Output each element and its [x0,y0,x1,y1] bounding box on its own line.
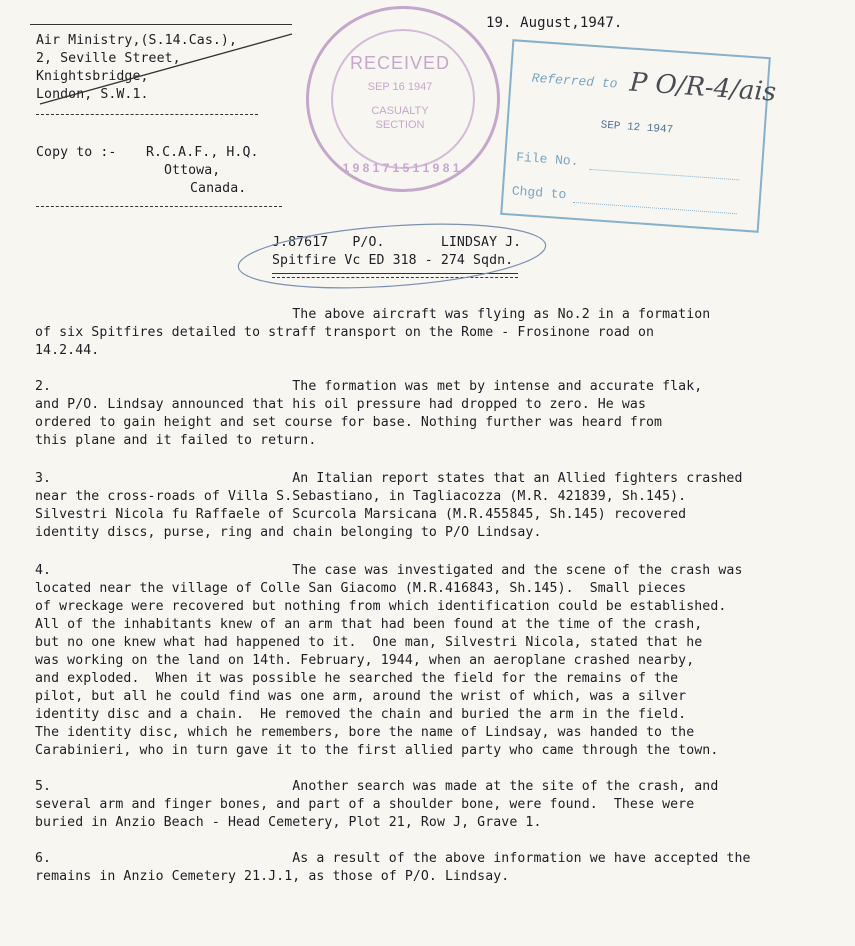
paragraph-line: 6. As a result of the above information we have accepted the [35,851,751,866]
paragraph-line: was working on the land on 14th. February, 1944, when an aeroplane crashed nearby, [35,653,695,668]
paragraph-3 [35,470,742,542]
referral-stamp-file-line [590,169,740,180]
received-stamp-ring-numerals: 1 9 8 1 7 1 5 1 1 9 8 1 [342,161,460,175]
paragraph-line: this plane and it failed to return. [35,433,317,448]
paragraph-line: The identity disc, which he remembers, bore the name of Lindsay, was handed to the [35,725,695,740]
paragraph-line: near the cross-roads of Villa S.Sebastiano, in Tagliacozza (M.R. 421839, Sh.145). [35,489,687,504]
paragraph-line: identity disc and a chain. He removed the chain and buried the arm in the field. [35,707,687,722]
paragraph-line: remains in Anzio Cemetery 21.J.1, as those of P/O. Lindsay. [35,869,510,884]
referral-stamp-handwritten-destination: P O/R-4/ais [628,67,778,108]
paragraph-line: identity discs, purse, ring and chain belonging to P/O Lindsay. [35,525,542,540]
paragraph-line: ordered to gain height and set course for base. Nothing further was heard from [35,415,663,430]
paragraph-1 [35,306,710,360]
paragraph-line: 14.2.44. [35,343,100,358]
paragraph-5 [35,778,718,832]
paragraph-line: Carabinieri, who in turn gave it to the first allied party who came through the town. [35,743,719,758]
paragraph-4 [35,562,742,760]
paragraph-line: The above aircraft was flying as No.2 in a formation [35,307,711,322]
copy-to-underline [36,206,282,207]
address-line-3: Knightsbridge, [36,69,149,84]
subject-line-2: Spitfire Vc ED 318 - 274 Sqdn. [272,253,514,268]
paragraph-line: All of the inhabitants knew of an arm that had been found at the time of the crash, [35,617,703,632]
referral-stamp [500,39,778,233]
paragraph-line: of wreckage were recovered but nothing from which identification could be established. [35,599,727,614]
received-stamp-dept-1: CASUALTY [371,105,429,117]
letter-date: 19. August,1947. [486,15,623,31]
paragraph-line: 5. Another search was made at the site of the crash, and [35,779,719,794]
address-line-1: Air Ministry,(S.14.Cas.), [36,33,237,48]
copy-to-line-1: R.C.A.F., H.Q. [146,145,259,160]
paragraph-line: Silvestri Nicola fu Raffaele of Scurcola Marsicana (M.R.455845, Sh.145) recovered [35,507,687,522]
subject-pencil-oval [232,222,552,292]
copy-to-line-2: Ottowa, [164,163,221,178]
received-stamp-dept-2: SECTION [375,119,425,131]
referral-stamp-referred-label: Referred to [531,70,618,92]
received-stamp-word: RECEIVED [349,53,451,73]
paragraph-line: 4. The case was investigated and the scene of the crash was [35,563,743,578]
received-stamp-date: SEP 16 1947 [367,81,433,93]
referral-stamp-date: SEP 12 1947 [600,119,674,137]
paragraph-line: and P/O. Lindsay announced that his oil pressure had dropped to zero. He was [35,397,647,412]
paragraph-line: pilot, but all he could find was one arm, around the wrist of which, was a silver [35,689,687,704]
address-top-rule [30,24,292,25]
copy-to-label: Copy to :- [36,145,117,160]
address-line-4: London, S.W.1. [36,87,149,102]
paragraph-line: buried in Anzio Beach - Head Cemetery, Plot 21, Row J, Grave 1. [35,815,542,830]
paragraph-line: 3. An Italian report states that an Allied fighters crashed [35,471,743,486]
subject-line-1: J.87617 P/O. LINDSAY J. [272,235,522,250]
referral-stamp-file-label: File No. [515,149,580,170]
paragraph-line: but no one knew what had happened to it. One man, Silvestri Nicola, stated that he [35,635,703,650]
referral-stamp-chgd-label: Chgd to [511,183,567,203]
paragraph-line: and exploded. When it was possible he searched the field for the remains of the [35,671,679,686]
address-underline [36,114,258,115]
paragraph-line: several arm and finger bones, and part of a shoulder bone, were found. These were [35,797,695,812]
received-stamp [306,6,500,192]
paragraph-2 [35,378,702,450]
received-stamp-inner-ring [331,29,475,169]
address-strike-mark [30,28,300,108]
paragraph-6 [35,850,751,886]
address-line-2: 2, Seville Street, [36,51,181,66]
paragraph-line: of six Spitfires detailed to straff transport on the Rome - Frosinone road on [35,325,655,340]
copy-to-line-3: Canada. [190,181,247,196]
paragraph-line: located near the village of Colle San Giacomo (M.R.416843, Sh.145). Small pieces [35,581,687,596]
paragraph-line: 2. The formation was met by intense and accurate flak, [35,379,703,394]
referral-stamp-chgd-line [573,202,737,214]
